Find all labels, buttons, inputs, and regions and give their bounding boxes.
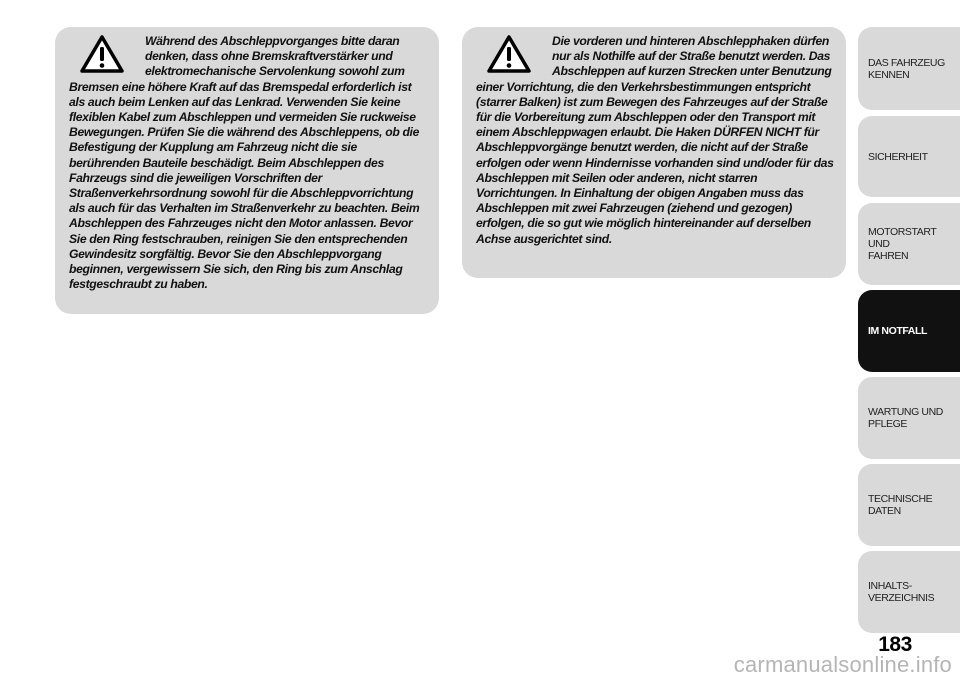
tab-das-fahrzeug-kennen[interactable] [858, 27, 960, 110]
tab-label: WARTUNG UND [868, 406, 943, 418]
warning-text: Während des Abschleppvorganges bitte daran denken, dass ohne Bremskraftverstärker und elektromechanische Servolenkung sowohl zum Bremsen eine höhere Kraft auf das Bremspedal erforderlich ist als auch beim Lenken auf das Lenkrad. Verwenden Sie keine flexiblen Kabel zum Abschleppen und vermeiden Sie ruckweise Bewegungen. Prüfen Sie die während des Abschleppens, ob die Befestigung der Kupplung am Fahrzeug nicht die sie berührenden Bauteile beschädigt. Beim Abschleppen des Fahrzeugs sind die jeweiligen Vorschriften der Straßenverkehrsordnung sowohl für die Abschleppvorrichtung als auch für das Verhalten im Straßenverkehr zu beachten. Beim Abschleppen des Fahrzeuges nicht den Motor anlassen. Bevor Sie den Ring festschrauben, reinigen Sie den entsprechenden Gewindesitz sorgfältig. Bevor Sie den Abschleppvorgang beginnen, vergewissern Sie sich, den Ring bis zum Anschlag festgeschraubt zu haben. [69, 34, 420, 292]
tab-label: VERZEICHNIS [868, 592, 935, 604]
tab-im-notfall[interactable] [858, 290, 960, 372]
tab-label: DAS FAHRZEUG [868, 56, 945, 69]
tab-label: MOTORSTART UND [868, 226, 937, 250]
tab-label: TECHNISCHE DATEN [868, 493, 933, 517]
tab-motorstart-und-fahren[interactable] [858, 203, 960, 285]
tab-label: PFLEGE [868, 418, 908, 430]
tab-label: SICHERHEIT [868, 150, 928, 163]
warning-triangle-icon [486, 34, 532, 74]
tab-wartung-und-pflege[interactable] [858, 377, 960, 459]
tab-sicherheit[interactable] [858, 116, 960, 197]
tab-technische-daten[interactable] [858, 464, 960, 546]
warning-box-tow-hooks [462, 27, 846, 278]
warning-text: Die vorderen und hinteren Abschlepphaken dürfen nur als Nothilfe auf der Straße benutzt werden. Das Abschleppen auf kurzen Strecken unter Benutzung einer Vorrichtung, die den Verkehrsbestimmungen entspricht (starrer Balken) ist zum Bewegen des Fahrzeuges auf der Straße für die Vorbereitung zum Abschleppen oder den Transport mit einem Abschleppwagen erlaubt. Die Haken DÜRFEN NICHT für Abschleppvorgänge benutzt werden, die nicht auf der Straße erfolgen oder wenn Hindernisse vorhanden sind und/oder für das Abschleppen mit Seilen oder anderen, nicht starren Vorrichtungen. In Einhaltung der obigen Angaben muss das Abschleppen mit zwei Fahrzeugen (ziehend und gezogen) erfolgen, die so gut wie möglich hintereinander auf derselben Achse ausgerichtet sind. [476, 34, 834, 246]
tab-label: INHALTS- [868, 580, 912, 592]
tab-label: IM NOTFALL [868, 325, 927, 337]
watermark: carmanualsonline.info [733, 652, 952, 677]
tab-inhaltsverzeichnis[interactable] [858, 551, 960, 633]
page-number: 183 [878, 633, 912, 656]
chapter-tabs [858, 27, 960, 627]
tab-label: FAHREN [868, 250, 909, 262]
warning-box-towing [55, 27, 439, 314]
warning-triangle-icon [79, 34, 125, 74]
tab-label: KENNEN [868, 68, 910, 81]
